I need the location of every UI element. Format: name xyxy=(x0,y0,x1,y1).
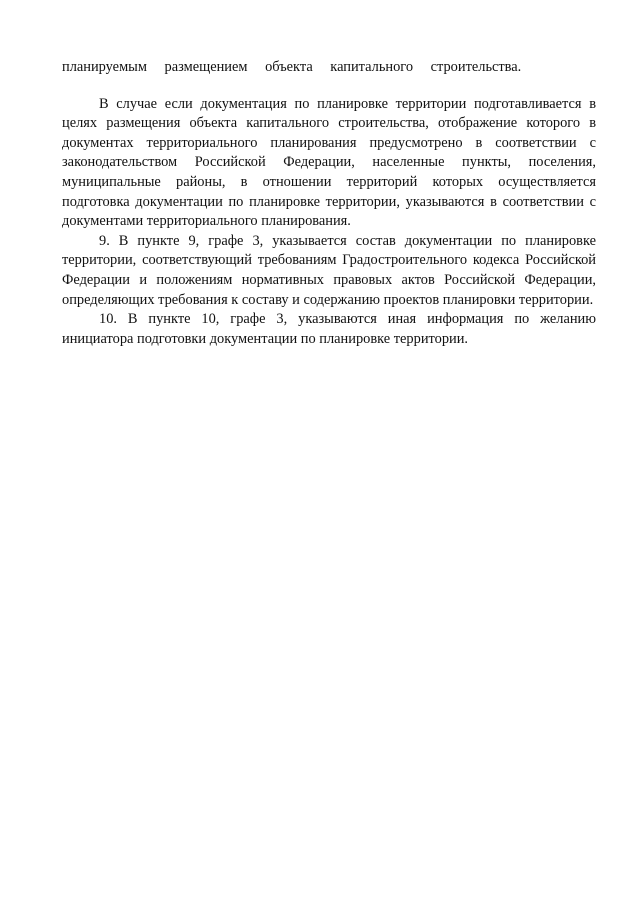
paragraph-item-9: 9. В пункте 9, графе 3, указывается состав документации по планировке территории, соответствующий требованиям Градостроительного кодекса Российской Федерации и положениям нормативных правовых актов Российской Федерации, определяющих требования к составу и содержанию проектов планировки территории. xyxy=(62,232,596,308)
document-body xyxy=(62,58,596,349)
paragraph-item-10: 10. В пункте 10, графе 3, указываются иная информация по желанию инициатора подготовки документации по планировке территории. xyxy=(62,311,596,347)
continuation-line: планируемым размещением объекта капитального строительства. xyxy=(62,59,522,75)
paragraph-territorial-planning: В случае если документация по планировке территории подготавливается в целях размещения объекта капитального строительства, отображение которого в документах территориального планирования предусмотрено в соответствии с законодательством Российской Федерации, населенные пункты, поселения, муниципальные районы, в отношении территорий которых осуществляется подготовка документации по планировке территории, указываются в соответствии с документами территориального планирования. xyxy=(62,95,596,230)
